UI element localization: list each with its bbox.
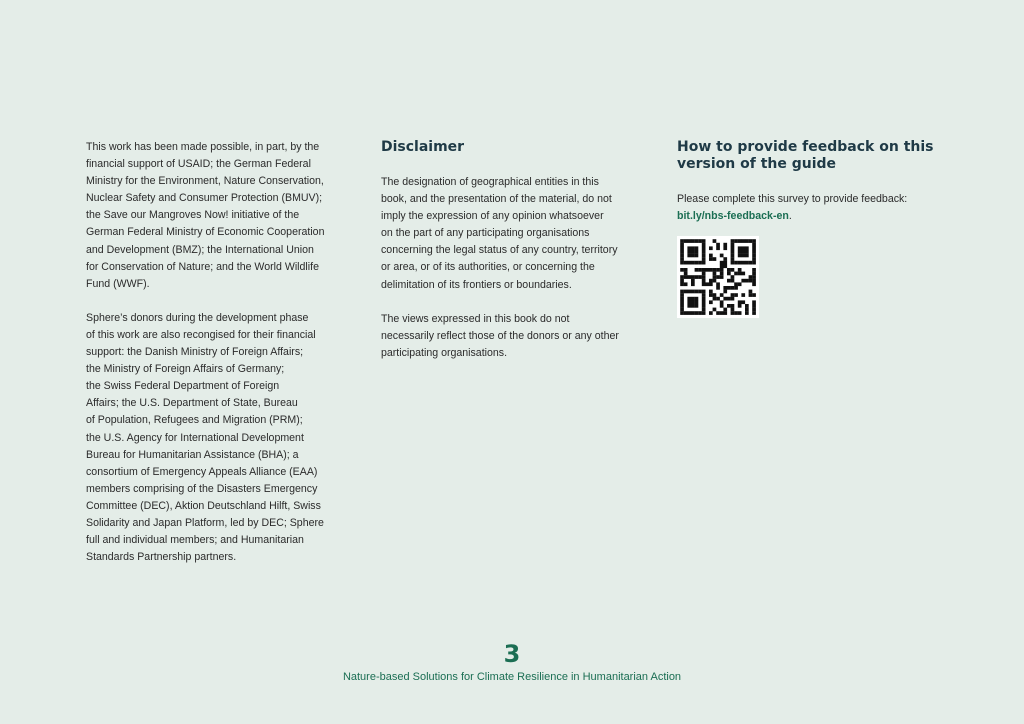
- disclaimer-heading: Disclaimer: [381, 139, 465, 155]
- text-line: Bureau for Humanitarian Assistance (BHA); a: [86, 448, 299, 461]
- text-line: Affairs; the U.S. Department of State, Bureau: [86, 397, 298, 410]
- text-line: for Conservation of Nature; and the World Wildlife: [86, 260, 319, 273]
- text-line: Standards Partnership partners.: [86, 551, 237, 564]
- text-line: the Ministry of Foreign Affairs of Germany;: [86, 363, 285, 376]
- text-line: participating organisations.: [381, 346, 508, 359]
- text-line: the Save our Mangroves Now! initiative of the: [86, 209, 300, 222]
- text-line: This work has been made possible, in part, by the: [86, 141, 320, 153]
- text-line: Fund (WWF).: [86, 277, 150, 290]
- feedback-heading: [677, 139, 937, 173]
- page-number: 3: [503, 640, 521, 668]
- feedback-heading-line: How to provide feedback on this: [677, 139, 934, 155]
- text-line: necessarily reflect those of the donors or any other: [381, 329, 619, 342]
- text-line: The designation of geographical entities in this: [381, 176, 599, 188]
- views-paragraph: [381, 311, 651, 362]
- text-line: consortium of Emergency Appeals Alliance (EAA): [86, 465, 318, 478]
- qr-code-graphic: [677, 236, 759, 318]
- text-line: Nuclear Safety and Consumer Protection (BMUV);: [86, 192, 323, 205]
- text-line: full and individual members; and Humanitarian: [86, 534, 304, 547]
- funding-column: [86, 139, 348, 566]
- feedback-instruction: Please complete this survey to provide feedback:: [677, 193, 908, 205]
- donors-paragraph: [86, 310, 348, 566]
- disclaimer-column: [381, 139, 651, 362]
- text-line: delimitation of its frontiers or boundaries.: [381, 278, 572, 291]
- text-line: Sphere’s donors during the development phase: [86, 311, 309, 324]
- text-line: imply the expression of any opinion whatsoever: [381, 210, 604, 223]
- text-line: the Swiss Federal Department of Foreign: [86, 380, 280, 393]
- text-line: German Federal Ministry of Economic Cooperation: [86, 226, 325, 239]
- text-line: book, and the presentation of the material, do not: [381, 193, 612, 206]
- text-line: financial support of USAID; the German Federal: [86, 158, 311, 171]
- text-line: Committee (DEC), Aktion Deutschland Hilft, Swiss: [86, 499, 321, 512]
- text-line: the U.S. Agency for International Development: [86, 431, 304, 444]
- text-line: support: the Danish Ministry of Foreign Affairs;: [86, 346, 304, 359]
- text-line: on the part of any participating organisations: [381, 227, 590, 240]
- text-line: of this work are also recongised for their financial: [86, 328, 316, 341]
- text-line: of Population, Refugees and Migration (PRM);: [86, 414, 303, 427]
- feedback-text: [677, 191, 937, 225]
- text-line: The views expressed in this book do not: [381, 312, 570, 325]
- feedback-column: [677, 139, 937, 318]
- text-line: Ministry for the Environment, Nature Conservation,: [86, 175, 324, 188]
- disclaimer-paragraph: [381, 174, 651, 294]
- text-line: concerning the legal status of any country, territory: [381, 244, 618, 257]
- text-line: members comprising of the Disasters Emergency: [86, 482, 318, 495]
- text-line: and Development (BMZ); the International Union: [86, 243, 314, 256]
- feedback-heading-line: version of the guide: [677, 156, 837, 172]
- qr-code-icon[interactable]: [677, 236, 759, 318]
- feedback-link[interactable]: bit.ly/nbs-feedback-en: [677, 210, 789, 223]
- text-line: or area, or of its authorities, or concerning the: [381, 261, 595, 274]
- feedback-link-suffix: .: [788, 210, 792, 223]
- funding-paragraph: [86, 139, 348, 293]
- text-line: Solidarity and Japan Platform, led by DEC; Sphere: [86, 516, 324, 529]
- footer-title: Nature-based Solutions for Climate Resilience in Humanitarian Action: [342, 671, 682, 683]
